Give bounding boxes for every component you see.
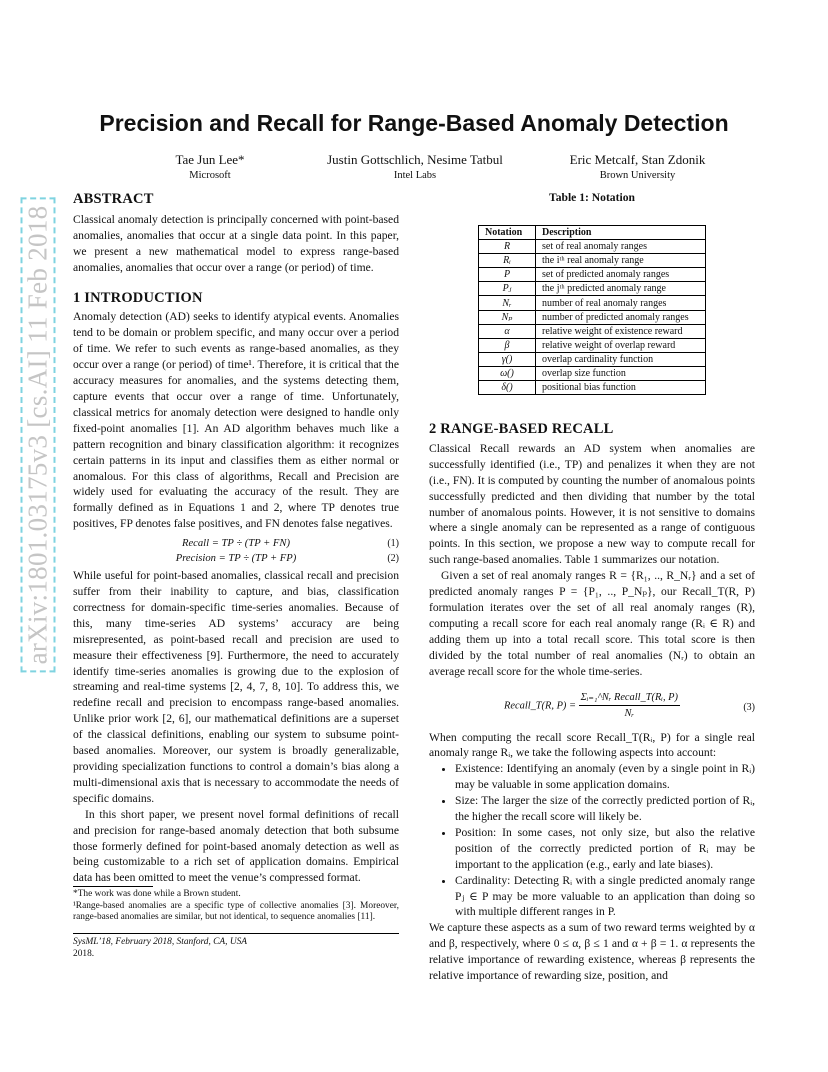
- table-cell-symbol: δ(): [479, 381, 536, 395]
- arxiv-id-text: arXiv:1801.03175v3 [cs.AI] 11 Feb 2018: [21, 198, 56, 673]
- table-cell-description: the iᵗʰ real anomaly range: [536, 254, 706, 268]
- equation-block: [73, 536, 399, 566]
- venue-rule: [73, 933, 399, 934]
- table-cell-description: relative weight of overlap reward: [536, 338, 706, 352]
- table-row: [479, 352, 706, 366]
- table-cell-description: number of real anomaly ranges: [536, 296, 706, 310]
- recall-heading: 2 RANGE-BASED RECALL: [429, 421, 614, 437]
- author-affiliation: Intel Labs: [393, 170, 437, 181]
- author-block-3: [540, 152, 735, 184]
- equation-3-fraction: [579, 690, 680, 723]
- equation-3-denominator: Nᵣ: [624, 708, 635, 720]
- author-block-1: [120, 152, 300, 184]
- list-item: • Position: In some cases, not only size, but also the relative position of the correctly predicted portion of Rᵢ may be important to the application (e.g., early and late biases).: [455, 825, 755, 873]
- table-row: [479, 338, 706, 352]
- paper-title: Precision and Recall for Range-Based Anomaly Detection: [99, 110, 729, 136]
- author-name: Eric Metcalf, Stan Zdonik: [569, 152, 706, 167]
- table-cell-symbol: Nₚ: [479, 310, 536, 324]
- equation-3-number: (3): [743, 701, 755, 713]
- table-cell-symbol: P: [479, 268, 536, 282]
- footnote-rule: [73, 886, 153, 887]
- venue-text: SysML’18, February 2018, Stanford, CA, USA: [73, 937, 248, 947]
- list-item: • Size: The larger the size of the correctly predicted portion of Rᵢ, the higher the recall score will likely be.: [455, 793, 755, 825]
- table-header-notation: Notation: [479, 226, 536, 240]
- table-row: [479, 366, 706, 380]
- table-row: [479, 240, 706, 254]
- right-column: [429, 422, 755, 984]
- arxiv-identifier: [14, 205, 62, 665]
- equation-2-text: Precision = TP ÷ (TP + FP): [175, 553, 297, 565]
- table-cell-description: positional bias function: [536, 381, 706, 395]
- equation-2-number: (2): [387, 553, 399, 565]
- table-row: [479, 381, 706, 395]
- table-cell-description: the jᵗʰ predicted anomaly range: [536, 282, 706, 296]
- footnotes: [73, 889, 399, 924]
- table-cell-description: set of predicted anomaly ranges: [536, 268, 706, 282]
- footnote-star: *The work was done while a Brown student.: [73, 889, 241, 899]
- intro-paragraph-3: In this short paper, we present novel formal definitions of recall and precision for range-based anomaly detection that both subsume those formerly defined for point-based anomaly detection as well as being customizable to a rich set of application domains. Empirical data has been omitted to meet the venue’s compressed format.: [73, 807, 399, 885]
- notation-table: [478, 225, 706, 395]
- recall-paragraph-3: When computing the recall score Recall_T(Rᵢ, P) for a single real anomaly range Rᵢ, we take the following aspects into account:: [429, 730, 755, 760]
- table-cell-symbol: Pⱼ: [479, 282, 536, 296]
- recall-paragraph-2: Given a set of real anomaly ranges R = {R₁, .., R_Nᵣ} and a set of predicted anomaly ranges P = {P₁, .., P_Nₚ}, our Recall_T(R, P) formulation iterates over the set of all real anomaly ranges (R), computing a recall score for each real anomaly range (Rᵢ ∈ R) and adding them up into a total recall score. This total score is then divided by the total number of real anomalies (Nᵣ) to obtain an average recall score for the whole time-series.: [429, 569, 755, 678]
- list-item: • Existence: Identifying an anomaly (even by a single point in Rᵢ) may be valuable in some application domains.: [455, 761, 755, 793]
- abstract-heading: ABSTRACT: [73, 191, 154, 207]
- intro-paragraph-2: While useful for point-based anomalies, classical recall and precision suffer from their inability to capture, and bias, classification correctness for domain-specific time-series anomalies. Because of this, many time-series AD systems’ accuracy are being misrepresented, as point-based recall and precision are used to measure their effectiveness [9]. Furthermore, the need to accurately identify time-series anomalies is growing due to the explosion of streaming and real-time systems [2, 4, 7, 8, 10]. To address this, we redefine recall and precision to encompass range-based anomalies. Unlike prior work [2, 6], our mathematical definitions are a superset of the classical definitions, enabling our system to subsume point-based anomalies. Moreover, our system is broadly generalizable, providing specialization functions to control a domain’s bias along a multi-dimensional axis that is necessary to accommodate the needs of specific domains.: [73, 569, 399, 805]
- equation-2: [73, 551, 399, 566]
- table-row: [479, 324, 706, 338]
- table-row: [479, 310, 706, 324]
- table-cell-symbol: γ(): [479, 352, 536, 366]
- list-item: • Cardinality: Detecting Rᵢ with a single predicted anomaly range Pⱼ ∈ P may be more valuable to an application than doing so with multiple different ranges in P.: [455, 873, 755, 921]
- equation-3-body: [429, 690, 755, 723]
- venue-block: [73, 937, 399, 960]
- footnote-1: ¹Range-based anomalies are a specific type of collective anomalies [3]. Moreover, range-based anomalies are similar, but not identical, to sequence anomalies [11].: [73, 900, 399, 922]
- table-cell-symbol: Rᵢ: [479, 254, 536, 268]
- table-header-description: Description: [536, 226, 706, 240]
- table-cell-description: relative weight of existence reward: [536, 324, 706, 338]
- venue-year: 2018.: [73, 948, 95, 959]
- table-row: [479, 254, 706, 268]
- table-cell-description: overlap size function: [536, 366, 706, 380]
- table-row: [479, 296, 706, 310]
- abstract-text: Classical anomaly detection is principally concerned with point-based anomalies, anomalies that occur at a single data point. In this paper, we present a new mathematical model to express range-based anomalies, anomalies that occur over a range (or period) of time.: [73, 212, 399, 274]
- table-cell-description: overlap cardinality function: [536, 352, 706, 366]
- author-affiliation: Brown University: [599, 170, 676, 181]
- left-column: [73, 192, 399, 886]
- table-cell-symbol: α: [479, 324, 536, 338]
- intro-paragraph-1: Anomaly detection (AD) seeks to identify atypical events. Anomalies tend to be domain or problem specific, and many occur over a period of time. We refer to such events as range-based anomalies, as they occur over a range (or period) of time¹. Therefore, it is critical that the accuracy measures for anomalies, and the systems detecting them, capture events that occur over a range of time. Unfortunately, classical metrics for anomaly detection were designed to handle only fixed-point anomalies [1]. An AD algorithm behaves much like a pattern recognition and binary classification algorithm: it recognizes certain patterns in its input and classifies them as either normal or anomalous. For this class of algorithms, Recall and Precision are widely used for evaluating the accuracy of the result. They are formally defined as in Equations 1 and 2, where TP denotes true positives, FP denotes false positives, and FN denotes false negatives.: [73, 310, 399, 531]
- table-row: [479, 268, 706, 282]
- equation-3-lhs: Recall_T(R, P) =: [504, 699, 576, 711]
- author-name: Justin Gottschlich, Nesime Tatbul: [327, 152, 503, 167]
- table-cell-description: set of real anomaly ranges: [536, 240, 706, 254]
- author-name: Tae Jun Lee*: [175, 152, 245, 167]
- author-block-2: [305, 152, 525, 184]
- table-cell-symbol: Nᵣ: [479, 296, 536, 310]
- equation-1-text: Recall = TP ÷ (TP + FN): [182, 538, 290, 550]
- author-affiliation: Microsoft: [189, 170, 231, 181]
- table-row: [479, 282, 706, 296]
- equation-1: [73, 536, 399, 551]
- recall-paragraph-1: Classical Recall rewards an AD system when anomalies are successfully identified (i.e., TP) and penalizes it when they are not (i.e., FN). It is computed by counting the number of anomalous points successfully predicted and then dividing that number by the total number of anomalous points. However, it is not sensitive to domains where a single anomaly can be represented as a range of contiguous points. In this section, we propose a new way to compute recall for such range-based anomalies. Table 1 summarizes our notation.: [429, 441, 755, 567]
- table-caption: Table 1: Notation: [549, 191, 635, 204]
- table-header-row: [479, 226, 706, 240]
- table-cell-symbol: ω(): [479, 366, 536, 380]
- intro-heading: 1 INTRODUCTION: [73, 289, 203, 306]
- recall-paragraph-4: We capture these aspects as a sum of two reward terms weighted by α and β, respectively, where 0 ≤ α, β ≤ 1 and α + β = 1. α represents the relative importance of rewarding existence, whereas β represents the relative importance of rewarding size, position, and: [429, 921, 755, 983]
- equation-3: [429, 686, 755, 726]
- equation-1-number: (1): [387, 538, 399, 550]
- table-cell-symbol: R: [479, 240, 536, 254]
- table-cell-symbol: β: [479, 338, 536, 352]
- table-cell-description: number of predicted anomaly ranges: [536, 310, 706, 324]
- equation-3-numerator: Σᵢ₌₁^Nᵣ Recall_T(Rᵢ, P): [579, 690, 680, 707]
- aspect-list: [429, 761, 755, 920]
